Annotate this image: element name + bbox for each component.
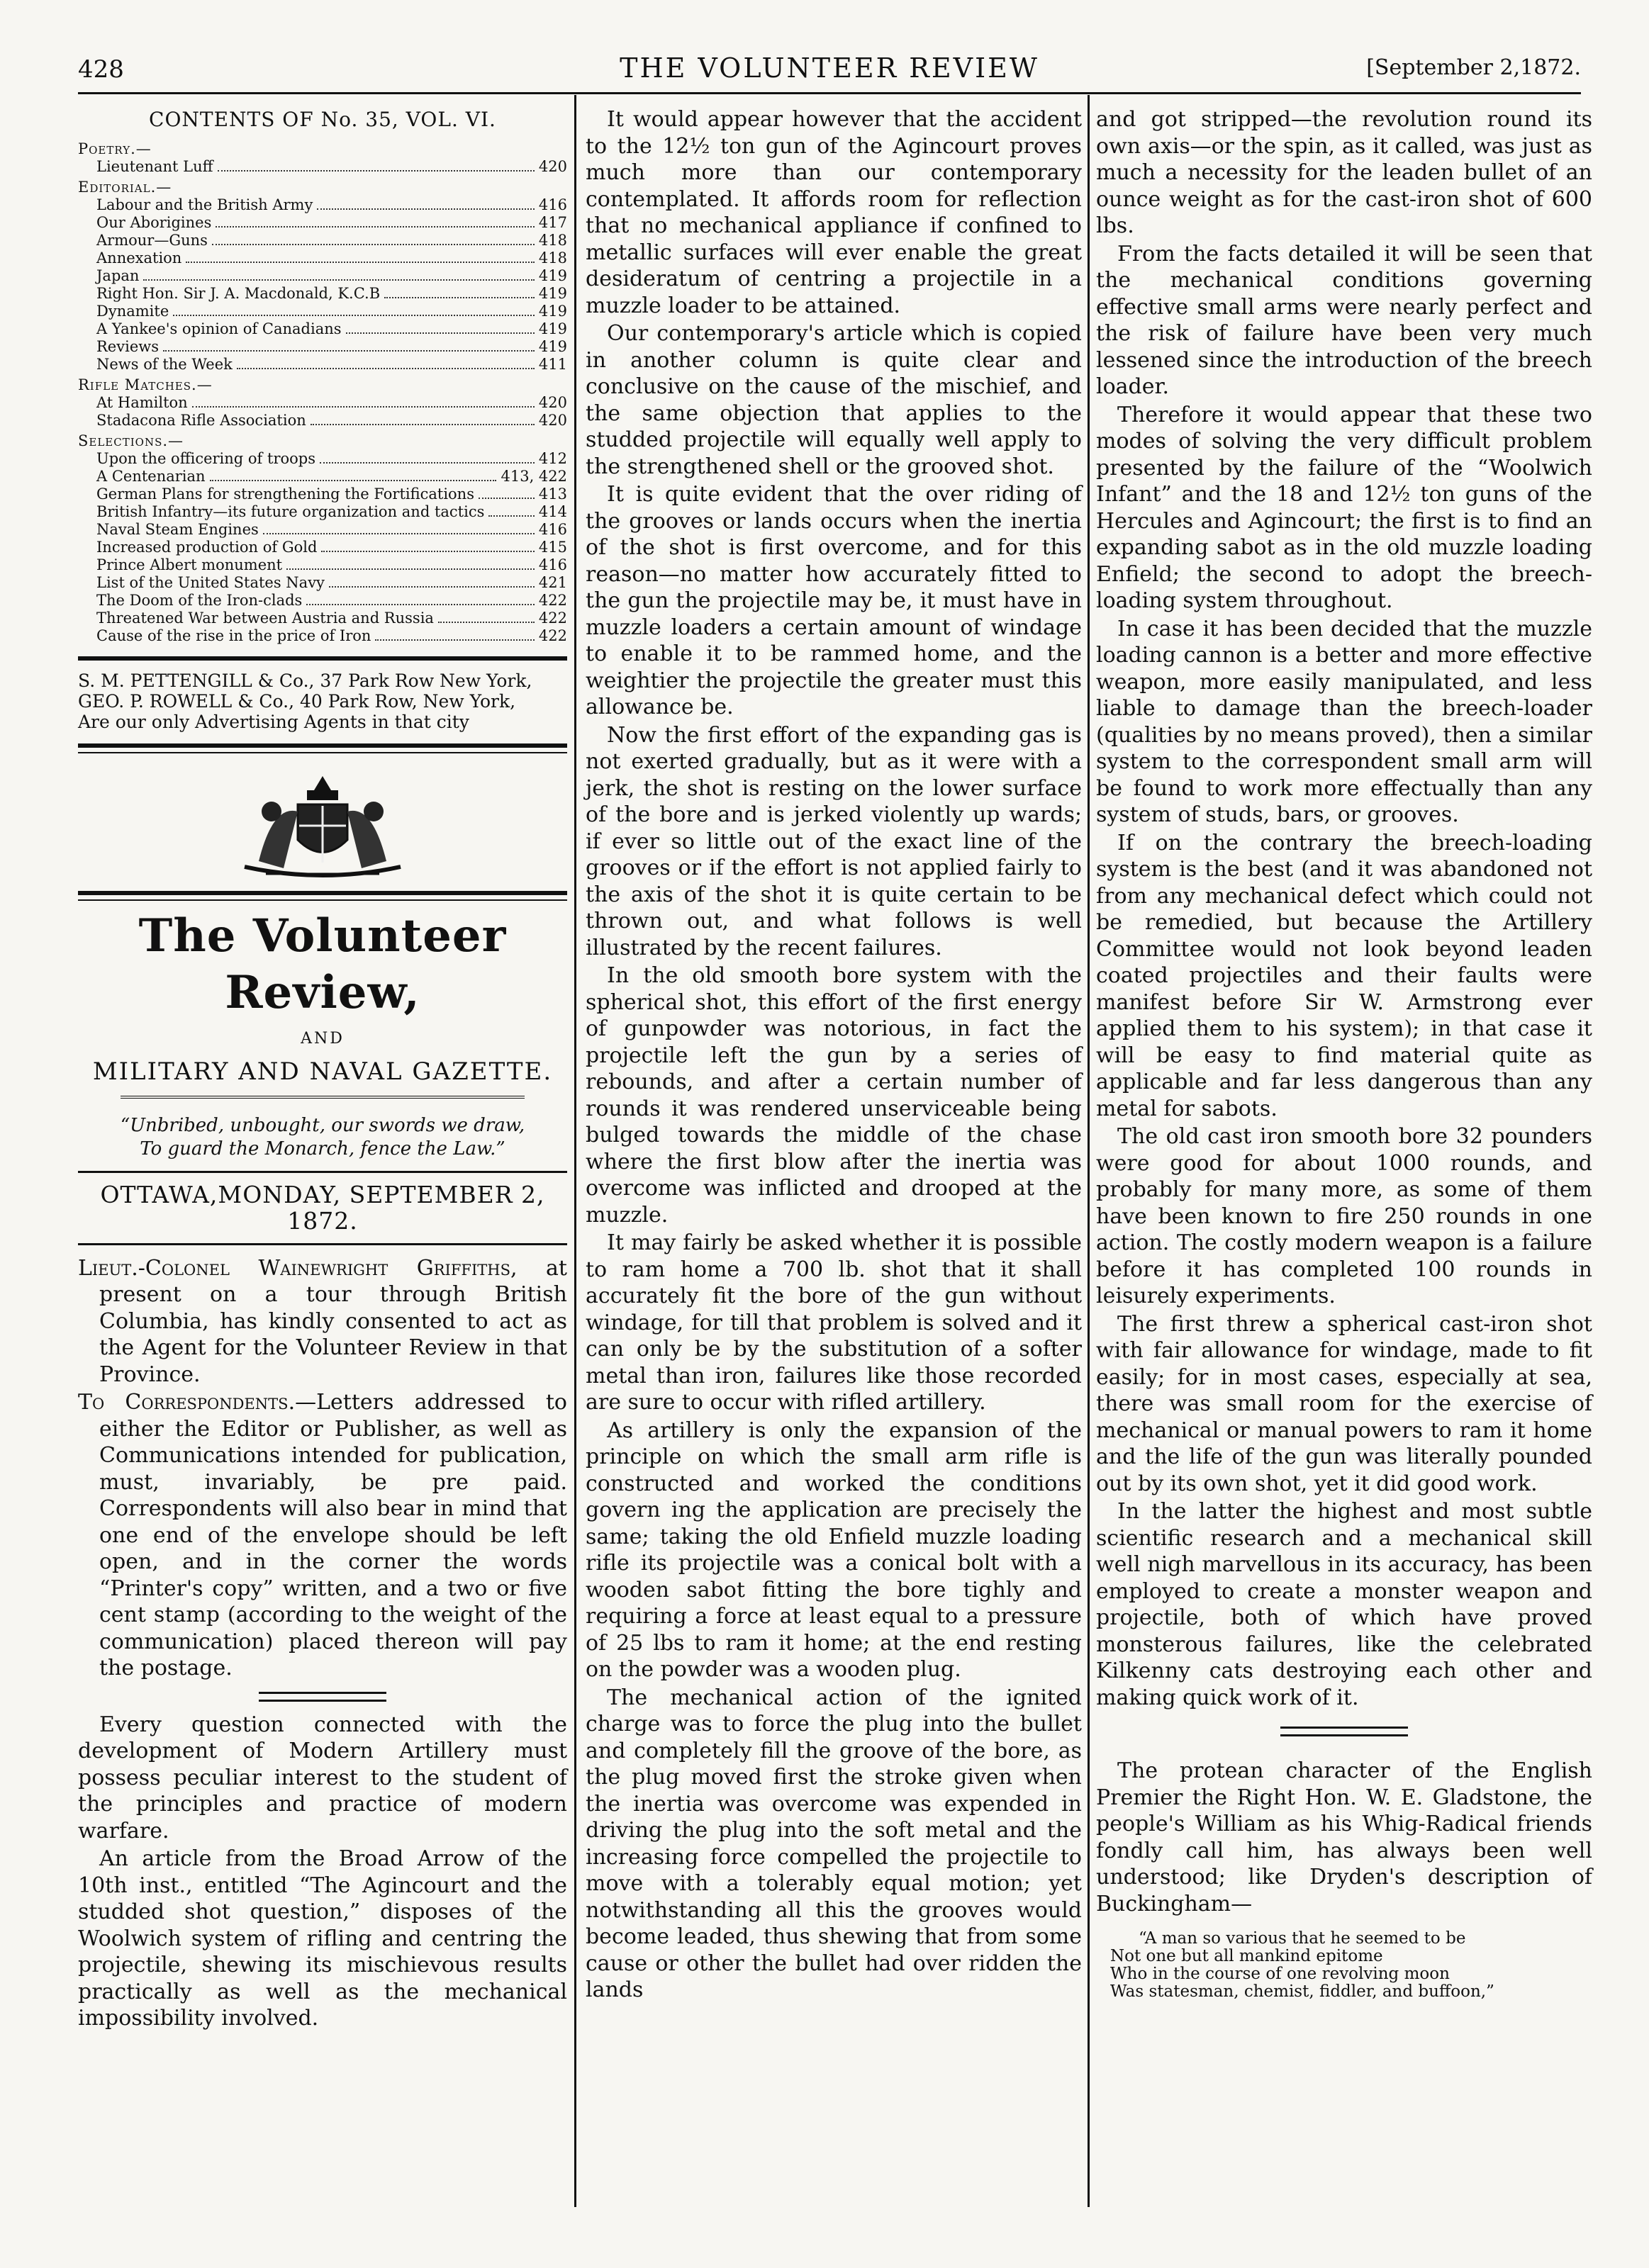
notice-griffiths-lead: Lieut.-Colonel Wainewright Griffiths, xyxy=(78,1255,518,1281)
page-header xyxy=(78,50,1581,92)
contents-entry-page: 419 xyxy=(538,302,567,320)
dot-leader xyxy=(143,267,534,281)
contents-entry xyxy=(78,610,567,627)
dot-leader xyxy=(384,285,535,298)
contents-entry-title: Labour and the British Army xyxy=(96,196,313,213)
contents-entry xyxy=(78,338,567,356)
contents-entry xyxy=(78,356,567,374)
contents-entry xyxy=(78,556,567,574)
dot-leader xyxy=(216,214,535,228)
contents-entry xyxy=(78,285,567,303)
masthead-and: AND xyxy=(301,1029,345,1048)
contents-entry xyxy=(78,158,567,176)
dot-leader xyxy=(173,303,535,316)
dot-leader xyxy=(212,232,535,245)
contents-entry xyxy=(78,539,567,556)
dot-leader xyxy=(218,158,535,172)
contents-entry-page: 420 xyxy=(538,393,567,411)
contents-entry-title: A Centenarian xyxy=(96,467,206,485)
dot-leader xyxy=(210,468,497,481)
notice-griffiths xyxy=(78,1255,567,1388)
contents-section-heading: Poetry.— xyxy=(78,140,152,157)
contents-entry-title: Threatened War between Austria and Russia xyxy=(96,609,434,627)
notice-correspondents-body: —Letters addressed to either the Editor or Publisher, as well as Communications intended for publication, must, invariably, be pre paid. Correspondents will also bear in mind that one end of the envelope should be left open, and in the corner the words “Printer's copy” written, and a two or five cent stamp (according to the weight of the communication) placed thereon will pay the postage. xyxy=(99,1390,567,1680)
dot-leader xyxy=(488,503,535,517)
contents-entry-title: Prince Albert monument xyxy=(96,556,283,573)
contents-entry-page: 418 xyxy=(538,231,567,249)
divider xyxy=(78,743,567,748)
article-paragraph: In the latter the highest and most subtle scientific research and a mechanical skill well nigh marvellous in its accuracy, has been employed to create a monster weapon and projectile, both of which have proved monsterous failures, like the celebrated Kilkenny cats destroying each other and making quick work of it. xyxy=(1096,1499,1592,1710)
contents-entry xyxy=(78,214,567,232)
section-rule xyxy=(1280,1727,1408,1736)
dot-leader xyxy=(329,574,535,588)
quote-line-3: Who in the course of one revolving moon xyxy=(1110,1965,1450,1983)
contents-section-heading: Rifle Matches.— xyxy=(78,376,213,393)
contents-entry xyxy=(78,232,567,249)
dot-leader xyxy=(321,539,534,552)
dot-leader xyxy=(311,412,535,425)
contents-entry xyxy=(78,267,567,285)
contents-entry-page: 420 xyxy=(538,411,567,429)
contents-section-heading: Selections.— xyxy=(78,432,184,449)
issue-dateline: OTTAWA,MONDAY, SEPTEMBER 2, 1872. xyxy=(78,1171,567,1245)
article-paragraph: It is quite evident that the over riding of the grooves or lands occurs when the inertia of the shot is first overcome, and for this reason—no matter how accurately fitted to the gun the projectile may be, it must have in muzzle loaders a certain amount of windage to enable it to be rammed home, and the weightier the projectile the greater must this allowance be. xyxy=(586,482,1082,719)
contents-entry-page: 416 xyxy=(538,520,567,538)
contents-entry-title: A Yankee's opinion of Canadians xyxy=(96,320,342,337)
contents-entry-page: 420 xyxy=(538,157,567,175)
divider xyxy=(78,899,567,901)
contents-entry-page: 421 xyxy=(538,573,567,591)
contents-entry-page: 419 xyxy=(538,284,567,302)
contents-entry-page: 416 xyxy=(538,196,567,213)
contents-entry xyxy=(78,592,567,610)
article-paragraph: As artillery is only the expansion of the principle on which the small arm rifle is constructed and worked the conditions govern ing the application are precisely the same; taking the old Enfield muzzle loading rifle its projectile was a conical bolt with a wooden sabot fitting the bore tighly and requiring a force at least equal to a pressure of 25 lbs to ram it home; at the end resting on the powder was a wooden plug. xyxy=(586,1418,1082,1682)
dot-leader xyxy=(186,249,535,263)
article-paragraph: and got stripped—the revolution round its own axis—or the spin, as it called, was just as much a necessity for the leaden bullet of an ounce weight as for the cast-iron shot of 600 lbs. xyxy=(1096,107,1592,238)
quote-line-4: Was statesman, chemist, fiddler, and buffoon,” xyxy=(1110,1982,1494,2001)
contents-entry xyxy=(78,303,567,320)
article-paragraph: From the facts detailed it will be seen that the mechanical conditions governing effective small arms were nearly perfect and the risk of failure have been very much lessened since the introduction of the breech loader. xyxy=(1096,241,1592,399)
dot-leader xyxy=(346,320,535,334)
contents-entry xyxy=(78,503,567,521)
quote-line-2: Not one but all mankind epitome xyxy=(1110,1947,1383,1965)
contents-entry-title: News of the Week xyxy=(96,355,233,373)
contents-entry-title: Right Hon. Sir J. A. Macdonald, K.C.B xyxy=(96,284,381,302)
dot-leader xyxy=(479,485,535,499)
dot-leader xyxy=(263,521,535,534)
dot-leader xyxy=(237,356,535,369)
newspaper-title: THE VOLUNTEER REVIEW xyxy=(620,52,1039,84)
dot-leader xyxy=(192,394,535,408)
article-paragraph: It would appear however that the accident to the 12½ ton gun of the Agincourt proves much more than our contemporary contemplated. It affords room for reflection that no mechanical appliance if confined to metallic surfaces will ever enable the great desideratum of centring a projectile in a muzzle loader to be attained. xyxy=(586,107,1082,318)
contents-entry-page: 422 xyxy=(538,591,567,609)
contents-entry-title: German Plans for strengthening the Fortifications xyxy=(96,485,474,503)
contents-entry-title: Annexation xyxy=(96,249,182,266)
header-date: [September 2,1872. xyxy=(1366,55,1581,80)
contents-entry-title: British Infantry—its future organization and tactics xyxy=(96,503,485,520)
divider xyxy=(78,891,567,895)
article-paragraph: The mechanical action of the ignited charge was to force the plug into the bullet and completely fill the groove of the bore, as the plug moved first the stroke given when the inertia was overcome was expended in driving the plug into the soft metal and the increasing force compelled the projectile to move with a tolerably equal motion; yet notwithstanding all this the grooves would become leaded, thus shewing that from some cause or other the bullet had over ridden the lands xyxy=(586,1685,1082,2002)
masthead-title: The Volunteer Review, xyxy=(138,909,507,1019)
page-number: 428 xyxy=(78,55,124,84)
article-paragraph: Our contemporary's article which is copied in another column is quite clear and conclusive on the cause of the mischief, and the same objection that applies to the studded projectile will equally well apply to the strengthened shell or the grooved shot. xyxy=(586,321,1082,479)
contents-entry xyxy=(78,320,567,338)
article-paragraph: In the old smooth bore system with the spherical shot, this effort of the first energy of gunpowder was notorious, in fact the projectile left the gun by a series of rebounds, and after a certain number of rounds it was rendered unserviceable being bulged towards the middle of the chase where the first blow after the inertia was overcome was inflicted and drooped at the muzzle. xyxy=(586,963,1082,1228)
column-divider-1 xyxy=(574,95,576,2207)
column-2 xyxy=(586,106,1082,2004)
contents-entry-page: 415 xyxy=(538,538,567,556)
article-paragraph: Every question connected with the development of Modern Artillery must possess peculiar interest to the student of the principles and practice of modern warfare. xyxy=(78,1712,567,1843)
divider xyxy=(78,752,567,753)
quote-line-1: “A man so various that he seemed to be xyxy=(1139,1929,1466,1948)
contents-entry-title: Our Aborigines xyxy=(96,213,212,231)
contents-entry xyxy=(78,196,567,214)
contents-entry xyxy=(78,249,567,267)
dot-leader xyxy=(320,450,535,464)
dryden-quote xyxy=(1096,1930,1592,2001)
contents-entry-title: Increased production of Gold xyxy=(96,538,318,556)
contents-entry-page: 419 xyxy=(538,320,567,337)
contents-entry-page: 417 xyxy=(538,213,567,231)
article-paragraph: Now the first effort of the expanding gas is not exerted gradually, but as it were with a jerk, the shot is resting on the lower surface of the bore and is jerked violently up wards; if ever so little out of the exact line of the grooves or if the effort is not applied fairly to the axis of the shot it is quite certain to be thrown out, and what follows is well illustrated by the recent failures. xyxy=(586,722,1082,960)
article-paragraph: The first threw a spherical cast-iron shot with fair allowance for windage, made to fit easily; for in most cases, especially at sea, there was small room for the exercise of mechanical or manual powers to ram it home and the life of the gun was literally pounded out by its own shot, yet it did good work. xyxy=(1096,1311,1592,1496)
contents-entry-title: List of the United States Navy xyxy=(96,573,325,591)
dot-leader xyxy=(438,610,535,623)
contents-entry xyxy=(78,468,567,485)
contents-entry-title: Lieutenant Luff xyxy=(96,157,213,175)
column-divider-2 xyxy=(1088,95,1090,2207)
motto-line-2: To guard the Monarch, fence the Law.” xyxy=(140,1138,505,1160)
contents-entry-page: 418 xyxy=(538,249,567,266)
dot-leader xyxy=(317,196,535,210)
ornament-rule xyxy=(121,1096,525,1106)
contents-entry-page: 422 xyxy=(538,609,567,627)
contents-entry-page: 419 xyxy=(538,337,567,355)
contents-entry-title: Armour—Guns xyxy=(96,231,208,249)
article-paragraph: If on the contrary the breech-loading system is the best (and it was abandoned not from any mechanical defect which could not be remedied, but because the Artillery Committee would not look beyond leaden coated projectiles and their faults were manifest before Sir W. Armstrong ever applied them to his system); in that case it will be easy to find material quite as applicable and far less dangerous than any metal for sabots. xyxy=(1096,830,1592,1121)
contents-entry-title: Cause of the rise in the price of Iron xyxy=(96,627,371,644)
contents-entry xyxy=(78,412,567,430)
contents-entry-page: 419 xyxy=(538,266,567,284)
masthead-motto xyxy=(78,1114,567,1161)
contents-entry-page: 411 xyxy=(538,355,567,373)
royal-crest-icon xyxy=(216,762,429,882)
advertising-agents xyxy=(78,670,567,732)
notice-griffiths-body: at present on a tour through British Columbia, has kindly consented to act as the Agent for the Volunteer Review in that Province. xyxy=(99,1255,567,1387)
agent-rowell: GEO. P. ROWELL & Co., 40 Park Row, New York, xyxy=(78,690,516,712)
masthead-subtitle: MILITARY AND NAVAL GAZETTE. xyxy=(92,1057,553,1086)
article-paragraph: Therefore it would appear that these two modes of solving the very difficult problem presented by the failure of the “Woolwich Infant” and the 18 and 12½ ton guns of the Hercules and Agincourt; the first is to find an expanding sabot as in the old muzzle loading Enfield; the second to adopt the breech-loading system throughout. xyxy=(1096,402,1592,613)
contents-entry-title: The Doom of the Iron-clads xyxy=(96,591,303,609)
notice-correspondents-lead: To Correspondents. xyxy=(78,1390,296,1415)
contents-entry-page: 413, 422 xyxy=(501,467,567,485)
masthead xyxy=(78,908,567,1161)
contents-entry-page: 413 xyxy=(538,485,567,503)
contents-entry xyxy=(78,521,567,539)
contents-entry-page: 412 xyxy=(538,449,567,467)
contents-entry-title: Dynamite xyxy=(96,302,169,320)
column-1 xyxy=(78,106,567,2032)
contents-entry-title: Stadacona Rifle Association xyxy=(96,411,306,429)
notice-correspondents xyxy=(78,1389,567,1682)
contents-entry-title: Japan xyxy=(96,266,140,284)
gladstone-paragraph: The protean character of the English Premier the Right Hon. W. E. Gladstone, the people's William as his Whig-Radical friends fondly call him, has always been well understood; like Dryden's description of Buckingham— xyxy=(1096,1758,1592,1916)
table-of-contents xyxy=(78,140,567,645)
contents-entry xyxy=(78,574,567,592)
dot-leader xyxy=(306,592,535,605)
header-rule xyxy=(78,92,1581,94)
dot-leader xyxy=(163,338,535,352)
contents-section-heading: Editorial.— xyxy=(78,178,172,196)
article-paragraph: The old cast iron smooth bore 32 pounders were good for about 1000 rounds, and probably for many more, as some of them have been known to fire 250 rounds in one action. The costly modern weapon is a failure before it has completed 100 rounds in leisurely experiments. xyxy=(1096,1124,1592,1308)
article-paragraph: An article from the Broad Arrow of the 10th inst., entitled “The Agincourt and the studded shot question,” disposes of the Woolwich system of rifling and centring the projectile, shewing its mischievous results practically as well as the mechanical impossibility involved. xyxy=(78,1846,567,2031)
contents-entry-page: 414 xyxy=(538,503,567,520)
article-paragraph: In case it has been decided that the muzzle loading cannon is a better and more effective weapon, more easily manipulated, and less liable to damage than the breech-loader (qualities by no means proved), then a similar system to the correspondent small arm will be found to work more effectually than any system of studs, bars, or grooves. xyxy=(1096,616,1592,827)
agents-note: Are our only Advertising Agents in that city xyxy=(78,711,469,732)
contents-entry xyxy=(78,485,567,503)
contents-heading: CONTENTS OF No. 35, VOL. VI. xyxy=(149,108,496,131)
article-paragraph: It may fairly be asked whether it is possible to ram home a 700 lb. shot that it shall accurately fit the bore of the gun without windage, for till that problem is solved and it can only be by the substitution of a softer metal than iron, failures like those recorded are sure to occur with rifled artillery. xyxy=(586,1230,1082,1415)
dot-leader xyxy=(375,627,534,641)
dot-leader xyxy=(286,556,535,570)
contents-entry xyxy=(78,627,567,645)
contents-entry-title: Naval Steam Engines xyxy=(96,520,259,538)
section-rule xyxy=(259,1692,386,1702)
column-3 xyxy=(1096,106,1592,2001)
contents-entry-page: 422 xyxy=(538,627,567,644)
contents-entry-title: At Hamilton xyxy=(96,393,188,411)
contents-entry-title: Upon the officering of troops xyxy=(96,449,315,467)
agent-pettengill: S. M. PETTENGILL & Co., 37 Park Row New York, xyxy=(78,670,532,691)
contents-entry-page: 416 xyxy=(538,556,567,573)
contents-entry xyxy=(78,394,567,412)
contents-entry-title: Reviews xyxy=(96,337,159,355)
divider xyxy=(78,656,567,661)
motto-line-1: “Unbribed, unbought, our swords we draw, xyxy=(120,1114,525,1136)
contents-entry xyxy=(78,450,567,468)
